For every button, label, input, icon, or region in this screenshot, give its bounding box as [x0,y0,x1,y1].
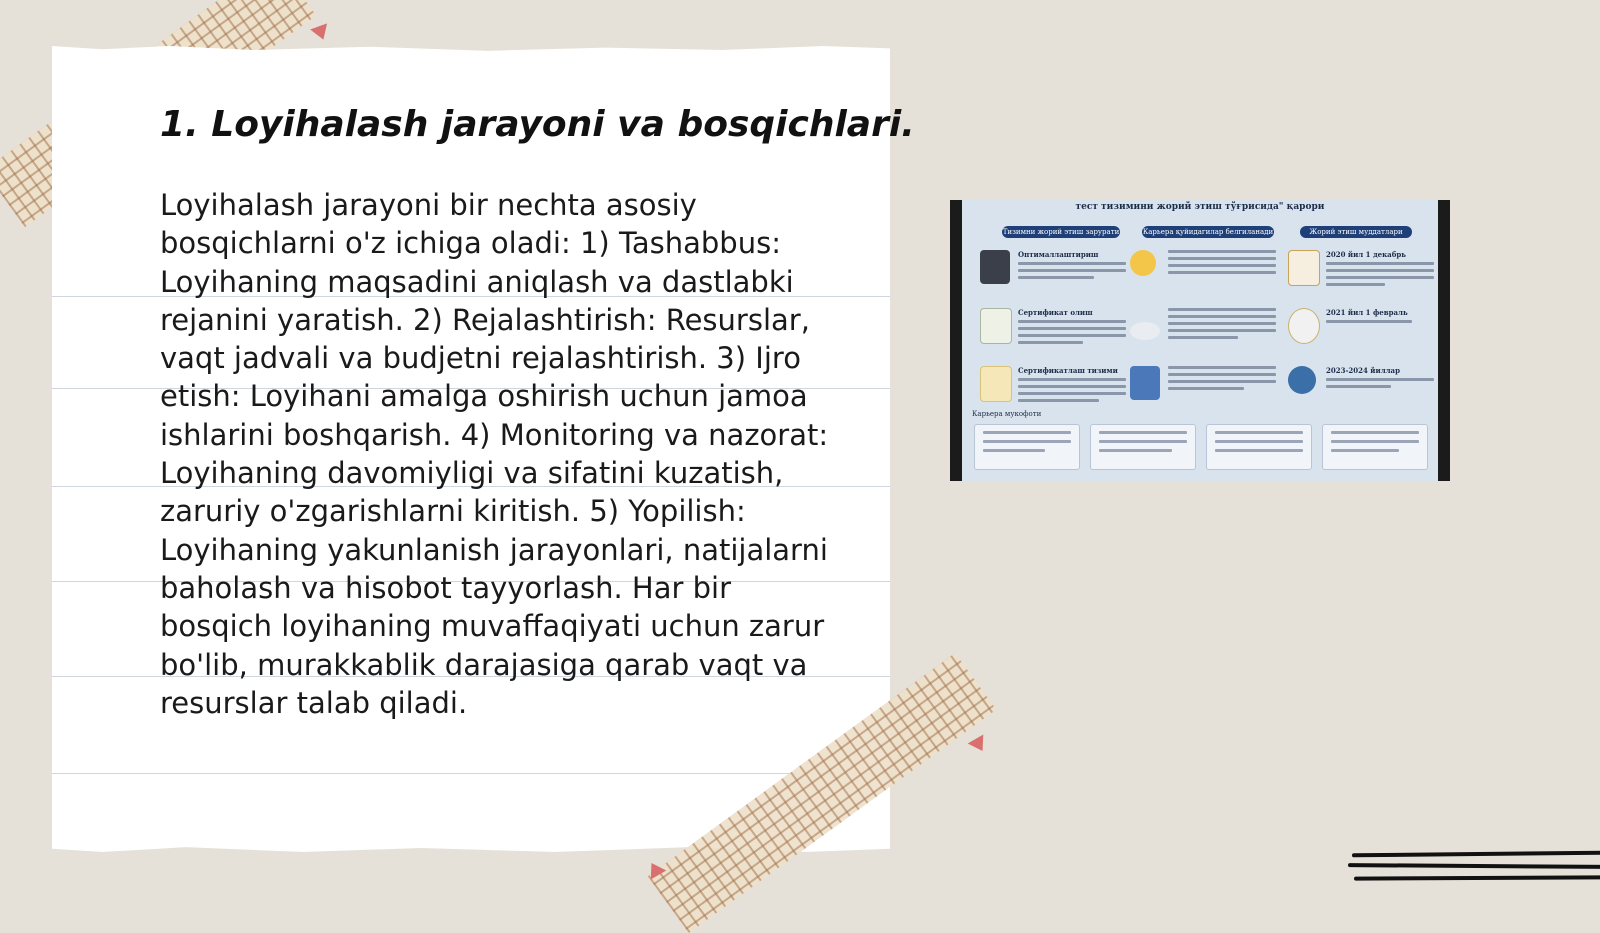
lightbulb-icon [1130,250,1156,276]
infographic-panel [962,200,1438,481]
infographic-item [980,246,1130,300]
book-icon [1288,250,1320,286]
infographic-footer-box [974,424,1080,470]
certificate-icon [980,308,1012,344]
tape-corner-pin [968,734,991,755]
document-icon [980,366,1012,402]
infographic-middle-column [1130,246,1280,420]
ruled-line [52,773,890,774]
slide-body-text: Loyihalash jarayoni bir nechta asosiy bosqichlarni o'z ichiga oladi: 1) Tashabbus: Loyihaning maqsadini aniqlash va dastlabki rejanini yaratish. 2) Rejalashtirish: Resurslar, vaqt jadvali va budjetni rejalashtirish. 3) Ijro etish: Loyihani amalga oshirish uchun jamoa ishlarini boshqarish. 4) Monitoring va nazorat: Loyihaning davomiyligi va sifatini kuzatish, zaruriy o'zgarishlarni kiritish. 5) Yopilish: Loyihaning yakunlanish jarayonlari, natijalarni baholash va hisobot tayyorlash. Har bir bosqich loyihaning muvaffaqiyati uchun zarur bo'lib, murakkablik darajasiga qarab vaqt va resurslar talab qiladi. [160,188,829,720]
decorative-brush-stripes [1348,848,1600,888]
infographic-item [1288,304,1438,358]
infographic-footer-box [1322,424,1428,470]
infographic-item-heading: 2021 йил 1 февраль [1326,308,1408,317]
infographic-item [1130,304,1280,358]
infographic-item-heading: 2023-2024 йиллар [1326,366,1400,375]
infographic-item [1288,362,1438,416]
infographic-footer-box [1206,424,1312,470]
tape-corner-pin [310,23,332,42]
infographic-image [950,200,1450,481]
building-icon [1130,366,1160,400]
infographic-column-header: Карьера қуйидагилар белгиланади [1142,228,1274,236]
graduate-icon [980,250,1010,284]
infographic-right-column [1288,246,1438,420]
infographic-item-heading: Сертификат олиш [1018,308,1093,317]
infographic-footer-label: Карьера мукофоти [972,410,1042,418]
infographic-item [1288,246,1438,300]
infographic-title: тест тизимини жорий этиш тўғрисида" қарори [1075,202,1325,212]
flask-icon [1288,308,1320,344]
infographic-item-heading: 2020 йил 1 декабрь [1326,250,1407,259]
globe-icon [1288,366,1316,394]
infographic-item [980,304,1130,358]
slide-title: 1. Loyihalash jarayoni va bosqichlari. [160,104,915,145]
infographic-column-header: Жорий этиш муддатлари [1300,226,1412,238]
infographic-left-column [980,246,1130,420]
infographic-footer-box [1090,424,1196,470]
infographic-item [1130,246,1280,300]
cloud-icon [1130,322,1160,340]
infographic-column-header: Тизимни жорий этиш зарурати [1002,228,1120,236]
infographic-item [1130,362,1280,416]
infographic-item-heading: Оптималлаштириш [1018,250,1099,259]
infographic-item-heading: Сертификатлаш тизими [1018,366,1118,375]
infographic-item [980,362,1130,416]
